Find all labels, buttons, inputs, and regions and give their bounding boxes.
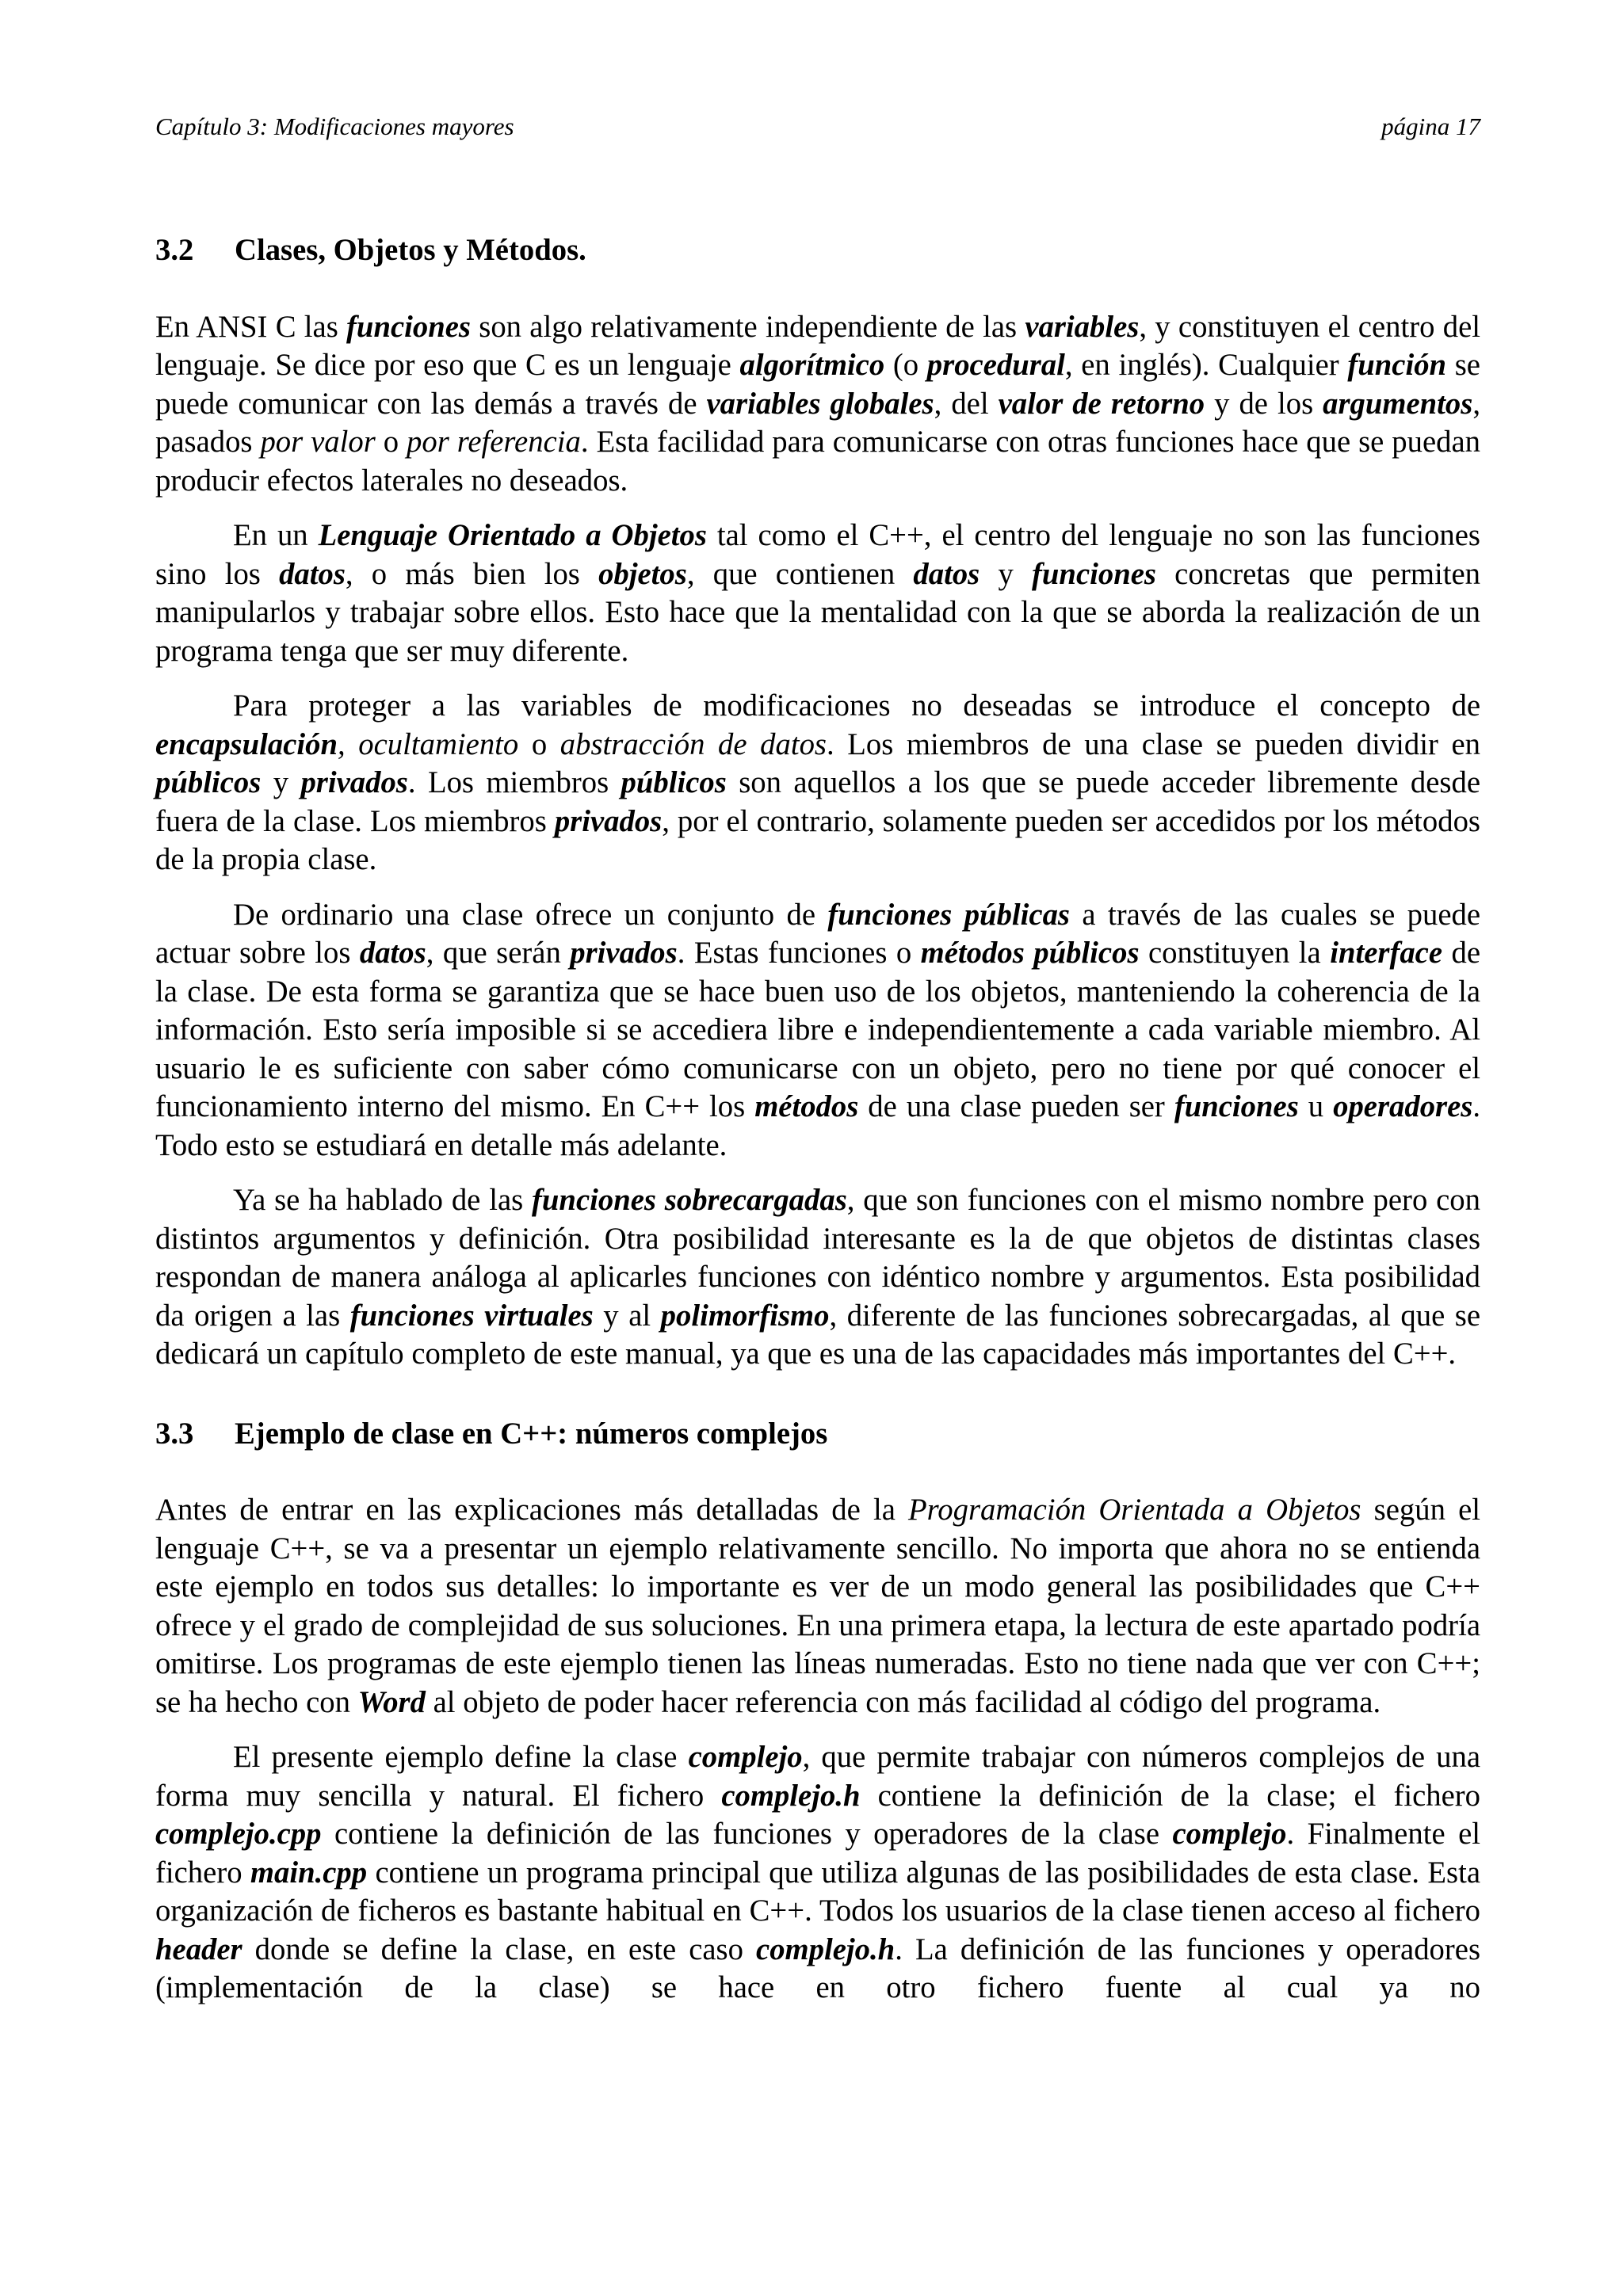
- emphasized-term: variables: [1025, 310, 1140, 344]
- emphasized-term: operadores: [1333, 1090, 1473, 1123]
- emphasized-term: valor de retorno: [998, 387, 1205, 421]
- emphasized-term: privados: [300, 766, 408, 799]
- section-number: 3.3: [155, 1417, 194, 1451]
- emphasized-term: datos: [279, 557, 346, 591]
- emphasized-term: encapsulación: [155, 727, 338, 761]
- paragraph: En ANSI C las funciones son algo relativamente independiente de las variables, y constituyen el centro del lenguaje. Se dice por eso que C es un lenguaje algorítmico (o procedural, en inglés). Cualquier función se puede comunicar con las demás a través de variables globales, del valor de retorno y de los argumentos, pasados por valor o por referencia. Esta facilidad para comunicarse con otras funciones hace que se puedan producir efectos laterales no deseados.: [155, 310, 1480, 498]
- section-heading-3-3: [155, 1415, 1480, 1454]
- emphasized-term: funciones: [1032, 557, 1156, 591]
- section-title: Clases, Objetos y Métodos.: [235, 234, 586, 267]
- emphasized-term: complejo.cpp: [155, 1817, 322, 1851]
- emphasized-term: complejo: [1172, 1817, 1287, 1851]
- emphasized-term: funciones públicas: [827, 898, 1070, 932]
- emphasized-term: objetos: [598, 557, 687, 591]
- emphasized-term: función: [1347, 349, 1447, 382]
- emphasized-term: funciones: [1174, 1090, 1299, 1123]
- emphasized-term: variables globales: [706, 387, 934, 421]
- italic-term: abstracción de datos: [559, 727, 827, 761]
- emphasized-term: complejo.h: [756, 1932, 896, 1966]
- emphasized-term: argumentos: [1323, 387, 1473, 421]
- italic-term: , ocultamiento: [338, 727, 519, 761]
- page-body: [155, 231, 1480, 2008]
- emphasized-term: main.cpp: [250, 1855, 368, 1890]
- emphasized-term: métodos públicos: [920, 936, 1140, 970]
- chapter-title: Capítulo 3: Modificaciones mayores: [155, 113, 514, 140]
- emphasized-term: métodos: [754, 1090, 859, 1123]
- italic-term: por referencia: [407, 425, 581, 459]
- paragraph: Para proteger a las variables de modificaciones no deseadas se introduce el concepto de encapsulación, ocultamiento o abstracción de datos. Los miembros de una clase se pueden dividir en públicos y privados. Los miembros públicos son aquellos a los que se puede acceder libremente desde fuera de la clase. Los miembros privados, por el contrario, solamente pueden ser accedidos por los métodos de la propia clase.: [155, 689, 1481, 876]
- emphasized-term: Word: [357, 1685, 426, 1719]
- section-number: 3.2: [155, 234, 194, 267]
- paragraph: Antes de entrar en las explicaciones más detalladas de la Programación Orientada a Objetos según el lenguaje C++, se va a presentar un ejemplo relativamente sencillo. No importa que ahora no se entienda este ejemplo en todos sus detalles: lo importante es ver de un modo general las posibilidades que C++ ofrece y el grado de complejidad de sus soluciones. En una primera etapa, la lectura de este apartado podría omitirse. Los programas de este ejemplo tienen las líneas numeradas. Esto no tiene nada que ver con C++; se ha hecho con Word al objeto de poder hacer referencia con más facilidad al código del programa.: [155, 1493, 1480, 1719]
- emphasized-term: Lenguaje Orientado a Objetos: [318, 519, 707, 552]
- emphasized-term: funciones virtuales: [349, 1299, 594, 1333]
- emphasized-term: públicos: [621, 766, 727, 799]
- emphasized-term: privados: [554, 804, 663, 838]
- paragraph: Ya se ha hablado de las funciones sobrecargadas, que son funciones con el mismo nombre pero con distintos argumentos y definición. Otra posibilidad interesante es la de que objetos de distintas clases respondan de manera análoga al aplicarles funciones con idéntico nombre y argumentos. Esta posibilidad da origen a las funciones virtuales y al polimorfismo, diferente de las funciones sobrecargadas, al que se dedicará un capítulo completo de este manual, ya que es una de las capacidades más importantes del C++.: [155, 1184, 1481, 1371]
- emphasized-term: funciones: [346, 310, 471, 344]
- running-header: [155, 111, 1480, 143]
- emphasized-term: procedural: [926, 349, 1065, 382]
- emphasized-term: funciones sobrecargadas: [532, 1184, 847, 1217]
- emphasized-term: públicos: [155, 766, 262, 799]
- emphasized-term: complejo.h: [721, 1779, 861, 1813]
- paragraph: El presente ejemplo define la clase complejo, que permite trabajar con números complejos de una forma muy sencilla y natural. El fichero complejo.h contiene la definición de la clase; el fichero complejo.cpp contiene la definición de las funciones y operadores de la clase complejo. Finalmente el fichero main.cpp contiene un programa principal que utiliza algunas de las posibilidades de esta clase. Esta organización de ficheros es bastante habitual en C++. Todos los usuarios de la clase tienen acceso al fichero header donde se define la clase, en este caso complejo.h. La definición de las funciones y operadores (implementación de la clase) se hace en otro fichero fuente al cual ya no: [155, 1741, 1481, 2004]
- paragraph: En un Lenguaje Orientado a Objetos tal como el C++, el centro del lenguaje no son las funciones sino los datos, o más bien los objetos, que contienen datos y funciones concretas que permiten manipularlos y trabajar sobre ellos. Esto hace que la mentalidad con la que se aborda la realización de un programa tenga que ser muy diferente.: [155, 519, 1481, 668]
- emphasized-term: algorítmico: [739, 349, 885, 382]
- page-number: página 17: [1381, 113, 1480, 140]
- emphasized-term: polimorfismo: [660, 1299, 830, 1333]
- emphasized-term: complejo: [688, 1741, 803, 1774]
- section-title: Ejemplo de clase en C++: números complejos: [235, 1417, 828, 1451]
- emphasized-term: interface: [1330, 936, 1443, 970]
- paragraph: De ordinario una clase ofrece un conjunto de funciones públicas a través de las cuales se puede actuar sobre los datos, que serán privados. Estas funciones o métodos públicos constituyen la interface de la clase. De esta forma se garantiza que se hace buen uso de los objetos, manteniendo la coherencia de la información. Esto sería imposible si se accediera libre e independientemente a cada variable miembro. Al usuario le es suficiente con saber cómo comunicarse con un objeto, pero no tiene por qué conocer el funcionamiento interno del mismo. En C++ los métodos de una clase pueden ser funciones u operadores. Todo esto se estudiará en detalle más adelante.: [155, 898, 1481, 1162]
- emphasized-term: datos: [913, 557, 980, 591]
- emphasized-term: datos: [359, 936, 426, 970]
- emphasized-term: header: [155, 1932, 242, 1966]
- italic-term: por valor: [260, 425, 376, 459]
- section-heading-3-2: [155, 231, 1480, 270]
- emphasized-term: privados: [570, 936, 678, 970]
- italic-term: Programación Orientada a Objetos: [908, 1493, 1361, 1527]
